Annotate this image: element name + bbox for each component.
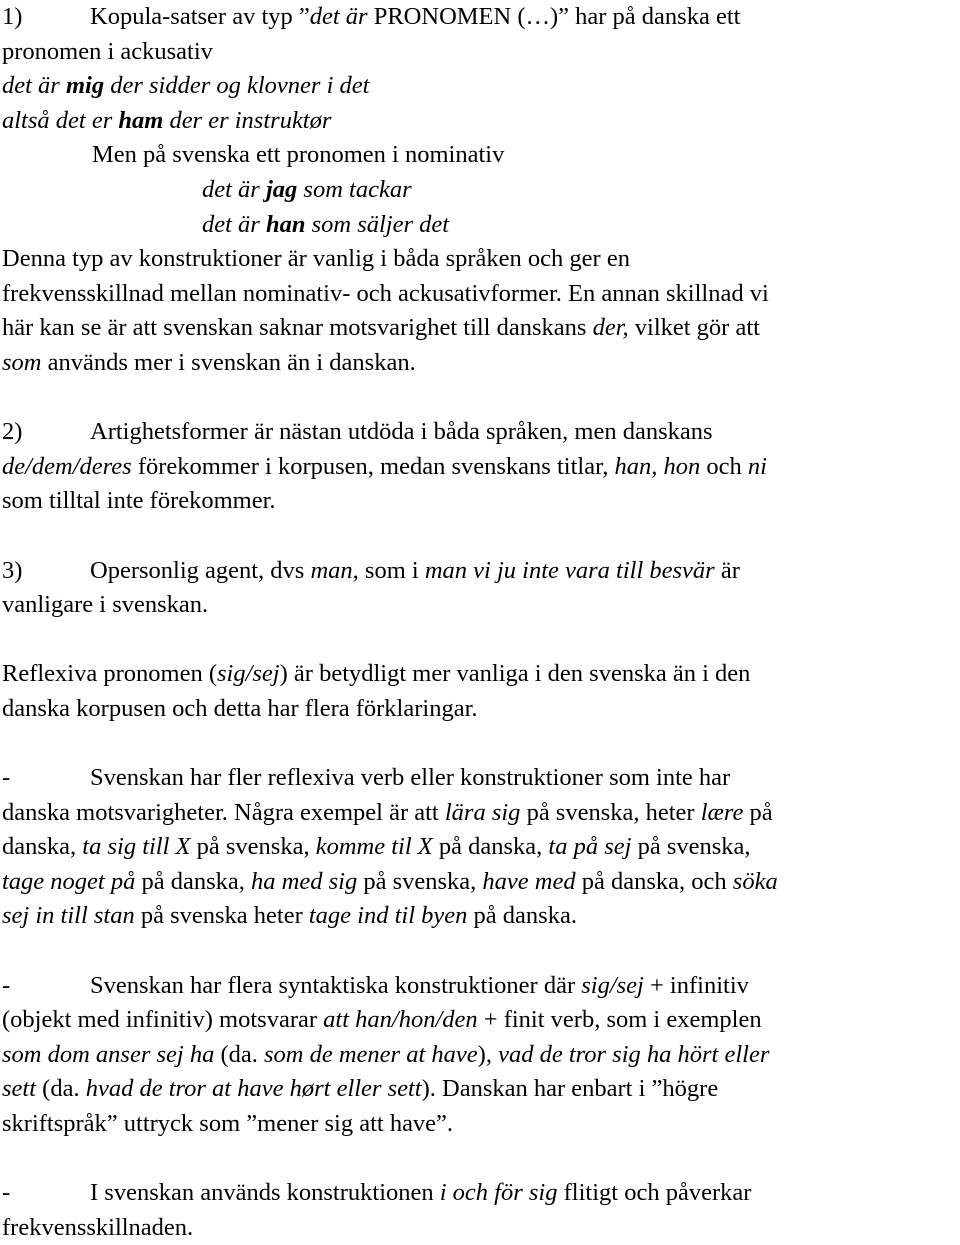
- p1-line-9: frekvensskillnad mellan nominativ- och ackusativformer. En annan skillnad vi: [2, 279, 769, 307]
- p1-line-1: 1) Kopula-satser av typ ”det är PRONOMEN (…)” har på danska ett: [2, 0, 954, 35]
- paragraph-gap: [2, 934, 954, 969]
- p2-number: 2): [2, 418, 23, 446]
- p5-line-1: - Svenskan har fler reflexiva verb eller konstruktioner som inte har: [2, 761, 954, 796]
- p5-line-5: sej in till stan på svenska heter tage ind til byen på danska.: [2, 902, 577, 930]
- p4-line-1: Reflexiva pronomen (sig/sej) är betydligt mer vanliga i den svenska än i den: [2, 660, 751, 688]
- p6-line-2: (objekt med infinitiv) motsvarar att han/hon/den + finit verb, som i exemplen: [2, 1006, 762, 1034]
- p1-line-5: Men på svenska ett pronomen i nominativ: [92, 141, 505, 169]
- p6-dash: -: [2, 971, 11, 999]
- paragraph-gap: [2, 623, 954, 658]
- p2-line-3: som tilltal inte förekommer.: [2, 487, 276, 515]
- p1-line-2: pronomen i ackusativ: [2, 37, 213, 65]
- p6-line-4: sett (da. hvad de tror at have hørt eller sett). Danskan har enbart i ”högre: [2, 1075, 719, 1103]
- paragraph-gap: [2, 1142, 954, 1177]
- p3-line-1: 3) Opersonlig agent, dvs man, som i man vi ju inte vara till besvär är: [2, 554, 954, 589]
- p1-example-3: det är jag som tackar: [202, 175, 412, 203]
- p1-line-11: som används mer i svenskan än i danskan.: [2, 348, 416, 376]
- p1-number: 1): [2, 3, 23, 30]
- p1-example-2: altså det er ham der er instruktør: [2, 106, 332, 134]
- p1-line-8: Denna typ av konstruktioner är vanlig i båda språken och ger en: [2, 245, 630, 273]
- p1-example-4: det är han som säljer det: [202, 210, 450, 238]
- p5-line-3: danska, ta sig till X på svenska, komme til X på danska, ta på sej på svenska,: [2, 833, 751, 861]
- p5-line-2: danska motsvarigheter. Några exempel är att lära sig på svenska, heter lære på: [2, 798, 773, 826]
- p1-line-10: här kan se är att svenskan saknar motsvarighet till danskans der, vilket gör att: [2, 314, 760, 342]
- p4-line-2: danska korpusen och detta har flera förklaringar.: [2, 694, 478, 722]
- p7-line-1: - I svenskan används konstruktionen i och för sig flitigt och påverkar: [2, 1176, 954, 1211]
- paragraph-gap: [2, 726, 954, 761]
- document-page: [2, 0, 954, 1245]
- p5-dash: -: [2, 764, 11, 792]
- p2-line-1: 2) Artighetsformer är nästan utdöda i båda språken, men danskans: [2, 415, 954, 450]
- paragraph-gap: [2, 519, 954, 554]
- p6-line-3: som dom anser sej ha (da. som de mener at have), vad de tror sig ha hört eller: [2, 1040, 770, 1068]
- p5-line-4: tage noget på på danska, ha med sig på svenska, have med på danska, och söka: [2, 867, 778, 895]
- p6-line-1: - Svenskan har flera syntaktiska konstruktioner där sig/sej + infinitiv: [2, 969, 954, 1004]
- p7-line-2: frekvensskillnaden.: [2, 1213, 194, 1241]
- p7-dash: -: [2, 1179, 11, 1207]
- p3-number: 3): [2, 556, 23, 584]
- p3-line-2: vanligare i svenskan.: [2, 591, 209, 619]
- p2-line-2: de/dem/deres förekommer i korpusen, medan svenskans titlar, han, hon och ni: [2, 452, 767, 480]
- p1-example-1: det är mig der sidder og klovner i det: [2, 72, 370, 100]
- paragraph-gap: [2, 381, 954, 416]
- p6-line-5: skriftspråk” uttryck som ”mener sig att have”.: [2, 1110, 454, 1137]
